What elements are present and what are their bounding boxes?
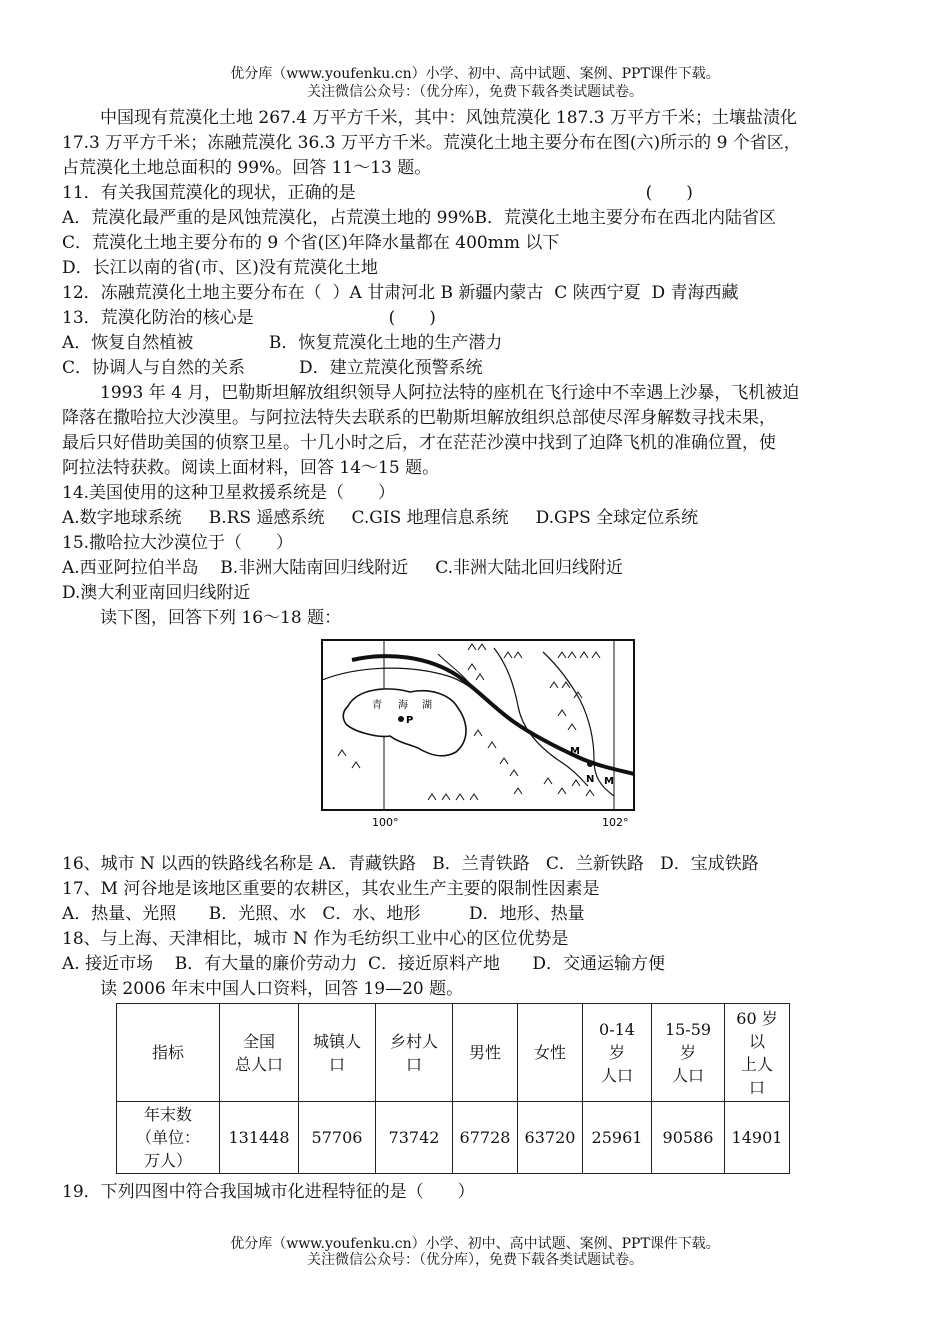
header-text: 口 <box>748 1077 765 1097</box>
q13-stem-text: 13．荒漠化防治的核心是 <box>62 308 254 328</box>
longitude-102-label: 102° <box>602 816 629 829</box>
header-text: 人口 <box>671 1066 704 1085</box>
header-cell <box>453 1004 518 1102</box>
q15-options-abc: A.西亚阿拉伯半岛 B.非洲大陆南回归线附近 C.非洲大陆北回归线附近 <box>62 558 624 578</box>
q14-options: A.数字地球系统 B.RS 遥感系统 C.GIS 地理信息系统 D.GPS 全球定位系统 <box>62 508 699 528</box>
value-cell: 90586 <box>652 1102 725 1174</box>
longitude-100-label: 100° <box>372 816 399 829</box>
header-cell <box>725 1004 790 1102</box>
map-intro: 读下图，回答下列 16～18 题： <box>100 608 342 628</box>
row-label-text: 年末数 <box>143 1105 192 1124</box>
page-header-line-1: 优分库（www.youfenku.cn）小学、初中、高中试题、案例、PPT课件下载。 <box>230 66 720 82</box>
header-text: 总人口 <box>234 1054 283 1074</box>
q13-options-cd: C．协调人与自然的关系 D．建立荒漠化预警系统 <box>62 358 483 378</box>
header-text: 口 <box>405 1054 422 1074</box>
value-cell: 131448 <box>220 1102 299 1174</box>
header-cell <box>583 1004 652 1102</box>
header-text: 全国 <box>242 1031 275 1051</box>
header-text: 60 岁 <box>736 1008 778 1028</box>
header-text: 男性 <box>468 1043 501 1062</box>
qinghai-lake-map <box>318 636 640 832</box>
intro-arafat-line-1: 1993 年 4 月，巴勒斯坦解放组织领导人阿拉法特的座机在飞行途中不幸遇上沙暴，飞机被迫 <box>100 383 800 403</box>
intro-desertification-line-1: 中国现有荒漠化土地 267.4 万平方千米，其中：风蚀荒漠化 187.3 万平方千米；土壤盐渍化 <box>100 108 797 128</box>
header-text: 以 <box>748 1031 765 1051</box>
row-label-cell <box>117 1102 220 1174</box>
header-cell <box>376 1004 453 1102</box>
intro-arafat-line-4: 阿拉法特获救。阅读上面材料，回答 14～15 题。 <box>62 458 440 478</box>
q15-option-d: D.澳大利亚南回归线附近 <box>62 583 251 603</box>
intro-desertification-line-3: 占荒漠化土地总面积的 99%。回答 11～13 题。 <box>62 158 432 178</box>
intro-desertification-line-2: 17.3 万平方千米；冻融荒漠化 36.3 万平方千米。荒漠化土地主要分布在图(六)所示的 9 个省区， <box>62 133 801 153</box>
intro-arafat-line-3: 最后只好借助美国的侦察卫星。十几小时之后，才在茫茫沙漠中找到了迫降飞机的准确位置，使 <box>62 433 776 453</box>
q11-option-c: C．荒漠化土地主要分布的 9 个省(区)年降水量都在 400mm 以下 <box>62 233 560 253</box>
q18-options: A. 接近市场 B．有大量的廉价劳动力 C．接近原料产地 D．交通运输方便 <box>62 954 666 974</box>
q13-stem <box>62 306 892 331</box>
table-header-row <box>117 1004 790 1102</box>
lake-label-1: 青 <box>372 700 382 711</box>
q13-options-ab: A．恢复自然植被 B．恢复荒漠化土地的生产潜力 <box>62 333 503 353</box>
table-data-row <box>117 1102 790 1174</box>
q11-answer-bracket: ( ) <box>645 183 693 203</box>
city-n-label: N <box>586 774 595 785</box>
value-cell: 73742 <box>376 1102 453 1174</box>
q17-stem: 17、M 河谷地是该地区重要的农耕区，其农业生产主要的限制性因素是 <box>62 879 600 899</box>
header-text: 岁 <box>679 1043 696 1062</box>
header-cell <box>117 1004 220 1102</box>
page-footer-line-2: 关注微信公众号：（优分库），免费下载各类试题试卷。 <box>307 1252 643 1268</box>
header-cell <box>518 1004 583 1102</box>
map-svg <box>318 636 640 832</box>
value-cell: 63720 <box>518 1102 583 1174</box>
header-text: 指标 <box>151 1043 184 1062</box>
question-content <box>62 106 892 631</box>
q17-options: A．热量、光照 B．光照、水 C．水、地形 D．地形、热量 <box>62 904 585 924</box>
q16-text: 16、城市 N 以西的铁路线名称是 A．青藏铁路 B．兰青铁路 C．兰新铁路 D．宝成铁路 <box>62 854 759 874</box>
q19-text: 19．下列四图中符合我国城市化进程特征的是（ ） <box>62 1182 475 1202</box>
point-p-marker <box>398 716 404 722</box>
label-m-2: M <box>604 776 614 787</box>
value-cell: 25961 <box>583 1102 652 1174</box>
label-m-1: M <box>570 746 580 757</box>
table-intro: 读 2006 年末中国人口资料，回答 19—20 题。 <box>100 979 464 999</box>
header-cell <box>652 1004 725 1102</box>
q14-stem: 14.美国使用的这种卫星救援系统是（ ） <box>62 483 396 503</box>
point-p-label: P <box>406 715 414 726</box>
intro-arafat-line-2: 降落在撒哈拉大沙漠里。与阿拉法特失去联系的巴勒斯坦解放组织总部使尽浑身解数寻找未果， <box>62 408 776 428</box>
row-label-text: 万人） <box>143 1151 192 1170</box>
q11-stem <box>62 181 892 206</box>
q11-options-ab: A．荒漠化最严重的是风蚀荒漠化，占荒漠土地的 99%B．荒漠化土地主要分布在西北内陆省区 <box>62 208 776 228</box>
lake-label-2: 海 <box>398 700 408 711</box>
header-cell <box>299 1004 376 1102</box>
question-content-lower <box>62 852 892 1002</box>
q15-stem: 15.撒哈拉大沙漠位于（ ） <box>62 533 294 553</box>
value-cell: 67728 <box>453 1102 518 1174</box>
header-text: 城镇人 <box>312 1031 361 1051</box>
q18-stem: 18、与上海、天津相比，城市 N 作为毛纺织工业中心的区位优势是 <box>62 929 569 949</box>
header-text: 岁 <box>608 1043 625 1062</box>
header-text: 0-14 <box>599 1020 635 1039</box>
header-text: 乡村人 <box>389 1031 438 1051</box>
header-text: 人口 <box>600 1066 633 1085</box>
row-label-text: （单位： <box>135 1128 200 1147</box>
q11-stem-text: 11．有关我国荒漠化的现状，正确的是 <box>62 183 356 203</box>
city-n-marker <box>587 761 593 767</box>
value-cell: 14901 <box>725 1102 790 1174</box>
header-cell <box>220 1004 299 1102</box>
q11-option-d: D．长江以南的省(市、区)没有荒漠化土地 <box>62 258 378 278</box>
q13-answer-bracket: ( ) <box>388 308 436 328</box>
header-text: 女性 <box>533 1043 566 1062</box>
page-header-line-2: 关注微信公众号：（优分库），免费下载各类试题试卷。 <box>307 84 643 100</box>
value-cell: 57706 <box>299 1102 376 1174</box>
population-table <box>116 1003 790 1174</box>
header-text: 口 <box>328 1054 345 1074</box>
header-text: 上人 <box>740 1054 773 1074</box>
lake-label-3: 湖 <box>422 700 432 711</box>
page-footer-line-1: 优分库（www.youfenku.cn）小学、初中、高中试题、案例、PPT课件下载。 <box>230 1236 720 1252</box>
header-text: 15-59 <box>664 1020 712 1039</box>
q12-text: 12．冻融荒漠化土地主要分布在（ ）A 甘肃河北 B 新疆内蒙古 C 陕西宁夏 D 青海西藏 <box>62 283 739 303</box>
